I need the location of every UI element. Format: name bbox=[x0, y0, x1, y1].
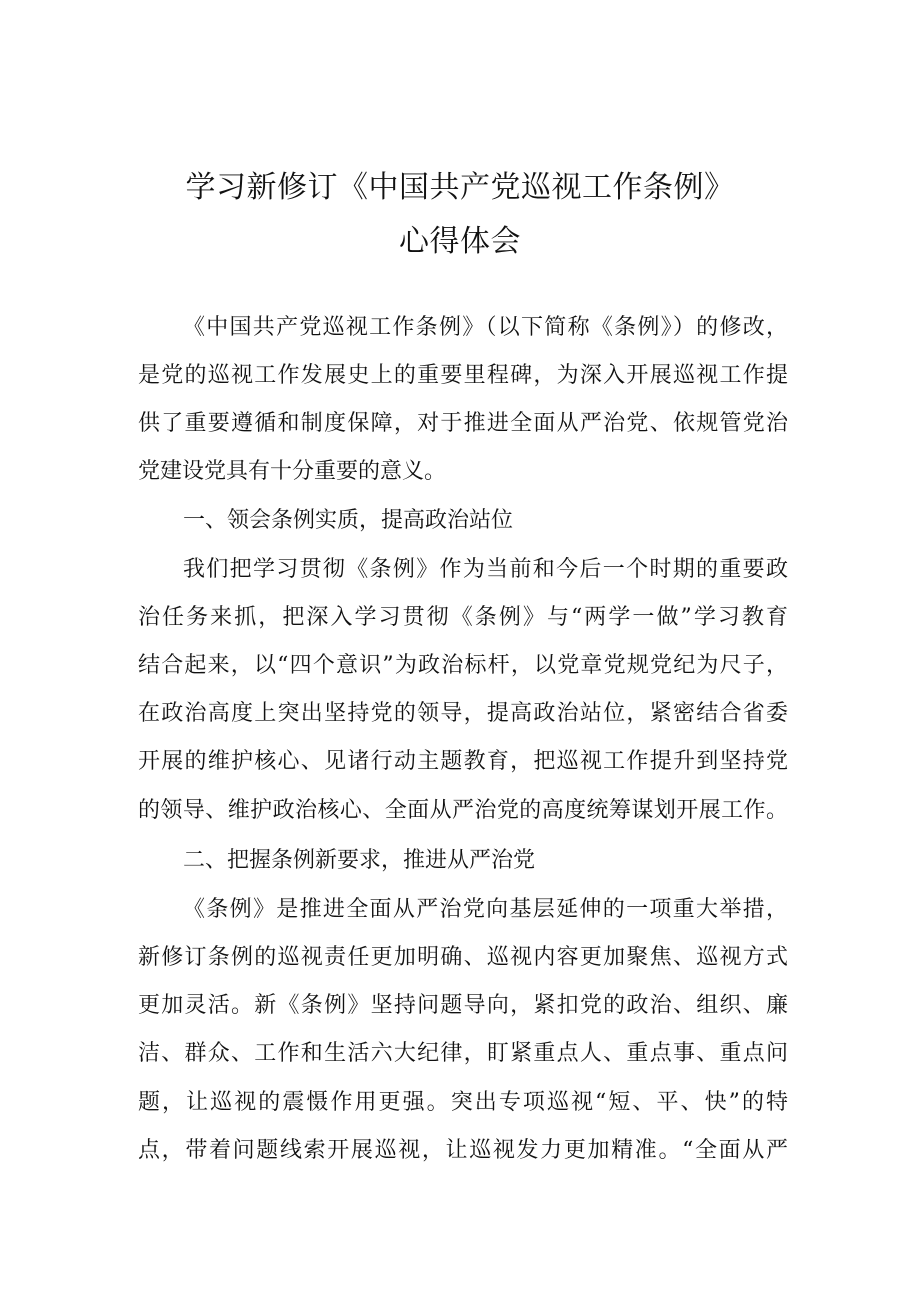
paragraph2-line4: 在政治高度上突出坚持党的领导，提高政治站位，紧密结合省委 bbox=[138, 701, 788, 726]
paragraph2-line5: 开展的维护核心、见诸行动主题教育，把巡视工作提升到坚持党 bbox=[138, 749, 788, 774]
paragraph3-line5: 题，让巡视的震慑作用更强。突出专项巡视“短、平、快”的特 bbox=[138, 1090, 788, 1115]
paragraph1-line4: 党建设党具有十分重要的意义。 bbox=[138, 459, 447, 484]
paragraph1-line3: 供了重要遵循和制度保障，对于推进全面从严治党、依规管党治 bbox=[138, 411, 788, 436]
document-title-line1: 学习新修订《中国共产党巡视工作条例》 bbox=[185, 170, 735, 205]
paragraph2-line6: 的领导、维护政治核心、全面从严治党的高度统筹谋划开展工作。 bbox=[138, 798, 788, 823]
paragraph1-line2: 是党的巡视工作发展史上的重要里程碑，为深入开展巡视工作提 bbox=[138, 363, 788, 388]
section-heading-2: 二、把握条例新要求，推进从严治党 bbox=[183, 848, 536, 873]
paragraph3-line2: 新修订条例的巡视责任更加明确、巡视内容更加聚焦、巡视方式 bbox=[138, 945, 788, 970]
paragraph3-line3: 更加灵活。新《条例》坚持问题导向，紧扣党的政治、组织、廉 bbox=[138, 993, 788, 1018]
paragraph3-line4: 洁、群众、工作和生活六大纪律，盯紧重点人、重点事、重点问 bbox=[138, 1041, 788, 1066]
paragraph3-line6: 点，带着问题线索开展巡视，让巡视发力更加精准。“全面从严 bbox=[138, 1138, 788, 1163]
paragraph2-line1: 我们把学习贯彻《条例》作为当前和今后一个时期的重要政 bbox=[183, 557, 788, 582]
paragraph2-line2: 治任务来抓，把深入学习贯彻《条例》与“两学一做”学习教育 bbox=[138, 605, 788, 630]
paragraph1-line1: 《中国共产党巡视工作条例》（以下简称《条例》）的修改， bbox=[183, 315, 788, 340]
paragraph2-line3: 结合起来，以“四个意识”为政治标杆，以党章党规党纪为尺子， bbox=[138, 653, 788, 678]
paragraph3-line1: 《条例》是推进全面从严治党向基层延伸的一项重大举措， bbox=[183, 897, 788, 922]
section-heading-1: 一、领会条例实质，提高政治站位 bbox=[183, 508, 514, 533]
document-title-line2: 心得体会 bbox=[399, 224, 521, 259]
